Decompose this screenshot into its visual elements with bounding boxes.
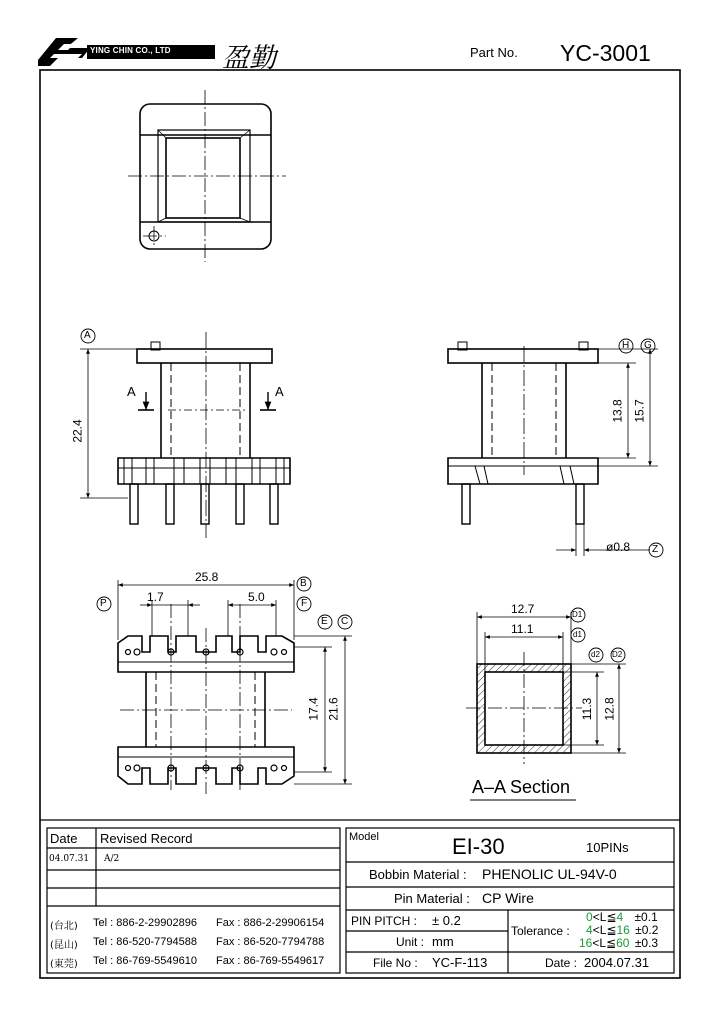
marker-d1-upper: D1 bbox=[572, 610, 583, 619]
dim-15-7: 15.7 bbox=[632, 399, 647, 423]
bobbin-material-label: Bobbin Material : bbox=[369, 867, 467, 882]
contact-tel: Tel : 86-769-5549610 bbox=[93, 955, 197, 967]
dim-22-4: 22.4 bbox=[70, 419, 85, 443]
tolerance-row bbox=[586, 924, 658, 936]
date-label: Date : bbox=[545, 956, 578, 970]
dim-5-0: 5.0 bbox=[248, 590, 265, 604]
section-mark-left: A bbox=[127, 384, 136, 399]
company-name: YING CHIN CO., LTD bbox=[90, 46, 171, 55]
pin-material-label: Pin Material : bbox=[394, 891, 470, 906]
contact-tel: Tel : 86-520-7794588 bbox=[93, 936, 197, 948]
pin-pitch-value: ± 0.2 bbox=[432, 913, 461, 928]
dim-11-3: 11.3 bbox=[580, 697, 595, 721]
marker-z: Z bbox=[652, 544, 659, 555]
contact-fax: Fax : 86-769-5549617 bbox=[216, 955, 325, 967]
front-view bbox=[80, 332, 290, 538]
tol-rel: <L≦ bbox=[592, 936, 617, 950]
tol-lo: 0 bbox=[586, 910, 593, 924]
tol-value: ±0.3 bbox=[634, 936, 659, 950]
contact-fax: Fax : 886-2-29906154 bbox=[216, 917, 325, 929]
pin-pitch-label: PIN PITCH : bbox=[351, 914, 418, 928]
dim-17-4: 17.4 bbox=[306, 697, 321, 721]
file-no-label: File No : bbox=[373, 956, 418, 970]
bobbin-material-value: PHENOLIC UL-94V-0 bbox=[482, 866, 617, 882]
dim-13-8: 13.8 bbox=[610, 399, 625, 423]
contact-fax: Fax : 86-520-7794788 bbox=[216, 936, 325, 948]
tolerance-row bbox=[586, 911, 658, 923]
tol-hi: 4 bbox=[616, 910, 624, 924]
section-title: A–A Section bbox=[472, 777, 571, 797]
pin-count: 10PINs bbox=[586, 840, 629, 855]
tol-hi: 16 bbox=[616, 923, 630, 937]
tol-lo: 16 bbox=[579, 936, 593, 950]
dim-phi-0-8: ø0.8 bbox=[606, 540, 631, 554]
unit-value: mm bbox=[432, 934, 454, 949]
marker-g: G bbox=[644, 340, 652, 351]
dim-12-8: 12.8 bbox=[602, 697, 617, 721]
date-header: Date bbox=[50, 831, 78, 846]
marker-d1-lower: d1 bbox=[573, 630, 582, 639]
tol-value: ±0.1 bbox=[634, 910, 658, 924]
marker-h: H bbox=[622, 340, 630, 351]
contact-location: (東莞) bbox=[50, 959, 78, 970]
side-view bbox=[448, 342, 658, 556]
unit-label: Unit : bbox=[396, 935, 425, 949]
company-name-cn: 盈勤 bbox=[222, 43, 276, 74]
model-value: EI-30 bbox=[452, 834, 505, 859]
marker-d2-lower: d2 bbox=[591, 650, 600, 659]
dim-21-6: 21.6 bbox=[326, 697, 341, 721]
record-text-1: A/2 bbox=[104, 854, 120, 864]
section-mark-right: A bbox=[275, 384, 284, 399]
dim-11-1: 11.1 bbox=[511, 622, 534, 636]
pin-material-value: CP Wire bbox=[482, 890, 534, 906]
tol-hi: 60 bbox=[616, 936, 630, 950]
marker-p: P bbox=[100, 598, 107, 609]
tol-rel: <L≦ bbox=[592, 923, 617, 937]
contact-location: (台北) bbox=[50, 921, 78, 932]
part-no-label: Part No. bbox=[470, 45, 518, 60]
tol-lo: 4 bbox=[586, 923, 593, 937]
tol-rel: <L≦ bbox=[592, 910, 617, 924]
marker-f: F bbox=[301, 598, 308, 609]
tolerance-row bbox=[579, 937, 658, 949]
marker-e: E bbox=[321, 616, 328, 627]
marker-b: B bbox=[300, 578, 307, 589]
marker-c: C bbox=[341, 616, 349, 627]
revised-record-header: Revised Record bbox=[100, 831, 193, 846]
file-no-value: YC-F-113 bbox=[432, 955, 488, 970]
record-date-1: 04.07.31 bbox=[49, 854, 90, 864]
model-label: Model bbox=[349, 831, 379, 843]
contact-location: (昆山) bbox=[50, 940, 78, 951]
bottom-view bbox=[118, 580, 352, 794]
dim-25-8: 25.8 bbox=[195, 570, 219, 584]
marker-a: A bbox=[84, 330, 91, 341]
tolerance-label: Tolerance : bbox=[511, 924, 570, 938]
date-value: 2004.07.31 bbox=[584, 955, 650, 970]
contact-tel: Tel : 886-2-29902896 bbox=[93, 917, 197, 929]
part-no: YC-3001 bbox=[560, 40, 651, 66]
tol-value: ±0.2 bbox=[635, 923, 659, 937]
dim-12-7: 12.7 bbox=[511, 602, 535, 616]
marker-d2-upper: D2 bbox=[612, 650, 623, 659]
top-view bbox=[128, 90, 286, 262]
dim-1-7: 1.7 bbox=[147, 590, 164, 604]
title-block bbox=[47, 828, 674, 973]
